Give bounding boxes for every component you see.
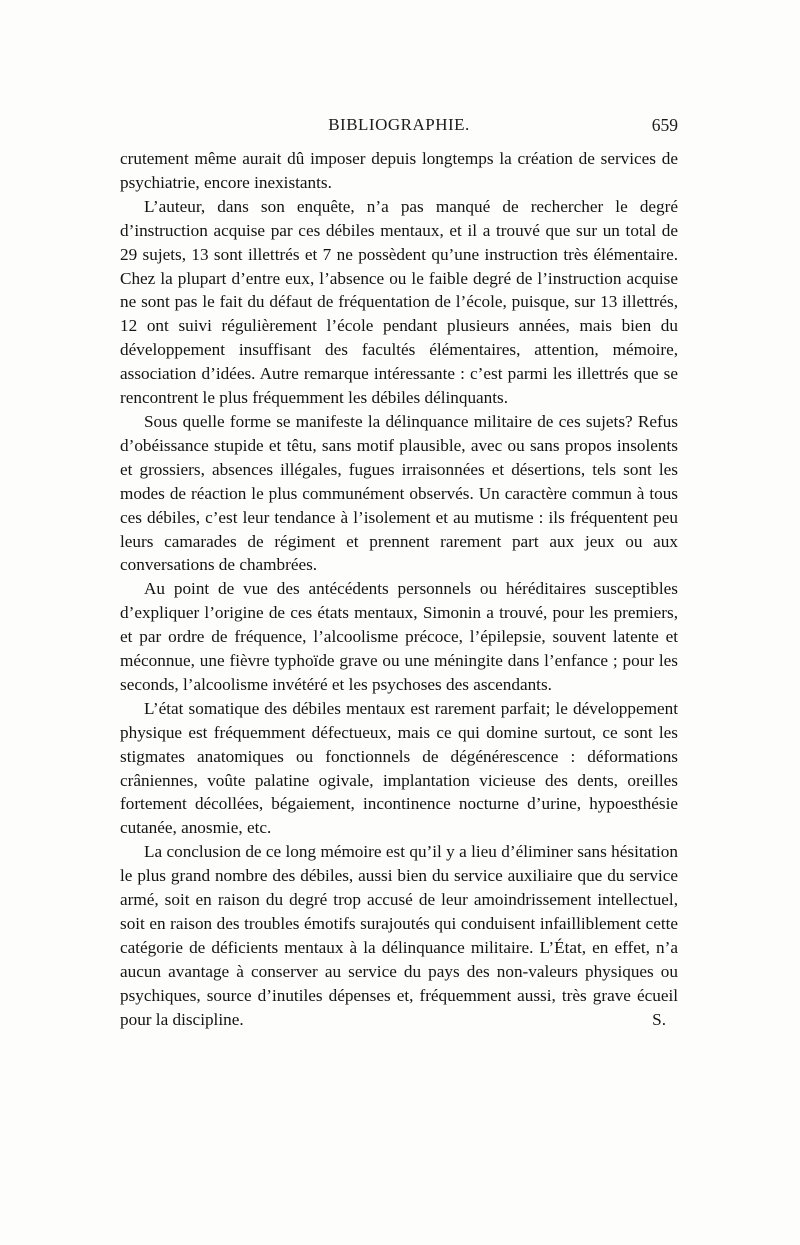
body-text xyxy=(120,147,678,1032)
running-head: BIBLIOGRAPHIE. xyxy=(328,115,470,134)
paragraph xyxy=(120,840,678,1031)
paragraph: Sous quelle forme se manifeste la délinquance militaire de ces sujets? Refus d’obéissance stupide et têtu, sans motif plausible, avec ou sans propos insolents et grossiers, absences illégales, fugues irraisonnées et désertions, tels sont les modes de réaction le plus communément observés. Un caractère commun à tous ces débiles, c’est leur tendance à l’isolement et au mutisme : ils fréquentent peu leurs camarades de régiment et prennent rarement part aux jeux ou aux conversations de chambrées. xyxy=(120,411,678,575)
paragraph: crutement même aurait dû imposer depuis longtemps la création de services de psychiatrie, encore inexistants. xyxy=(120,149,678,192)
paragraph-text: La conclusion de ce long mémoire est qu’il y a lieu d’éliminer sans hésitation le plus grand nombre des débiles, aussi bien du service auxiliaire que du service armé, soit en raison du degré trop accusé de leur amoindrissement intellectuel, soit en raison des troubles émotifs surajoutés qui conduisent infailliblement cette catégorie de déficients mentaux à la délinquance militaire. L’État, en effet, n’a aucun avantage à conserver au service du pays des non-valeurs physiques ou psychiques, source d’inutiles dépenses et, fréquemment aussi, très grave écueil pour la discipline. xyxy=(120,842,678,1029)
paragraph: L’auteur, dans son enquête, n’a pas manqué de rechercher le degré d’instruction acquise par ces débiles mentaux, et il a trouvé que sur un total de 29 sujets, 13 sont illettrés et 7 ne possèdent qu’une instruction très élémentaire. Chez la plupart d’entre eux, l’absence ou le faible degré de l’instruction acquise ne sont pas le fait du défaut de fréquentation de l’école, puisque, sur 13 illettrés, 12 ont suivi régulièrement l’école pendant plusieurs années, mais bien du développement insuffisant des facultés élémentaires, attention, mémoire, association d’idées. Autre remarque intéressante : c’est parmi les illettrés que se rencontrent le plus fréquemment les débiles délinquants. xyxy=(120,196,678,408)
paragraph: Au point de vue des antécédents personnels ou héréditaires susceptibles d’expliquer l’origine de ces états mentaux, Simonin a trouvé, pour les premiers, et par ordre de fréquence, l’alcoolisme précoce, l’épilepsie, souvent latente et méconnue, une fièvre typhoïde grave ou une méningite dans l’enfance ; pour les seconds, l’alcoolisme invétéré et les psychoses des ascendants. xyxy=(120,579,678,694)
page-header xyxy=(120,115,678,139)
author-signature: S. xyxy=(652,1009,666,1029)
paragraph: L’état somatique des débiles mentaux est rarement parfait; le développement physique est fréquemment défectueux, mais ce qui domine surtout, ce sont les stigmates anatomiques ou fonctionnels de dégénérescence : déformations crâniennes, voûte palatine ogivale, implantation vicieuse des dents, oreilles fortement décollées, bégaiement, incontinence nocturne d’urine, hypoesthésie cutanée, anosmie, etc. xyxy=(120,698,678,838)
page-number: 659 xyxy=(651,115,678,135)
